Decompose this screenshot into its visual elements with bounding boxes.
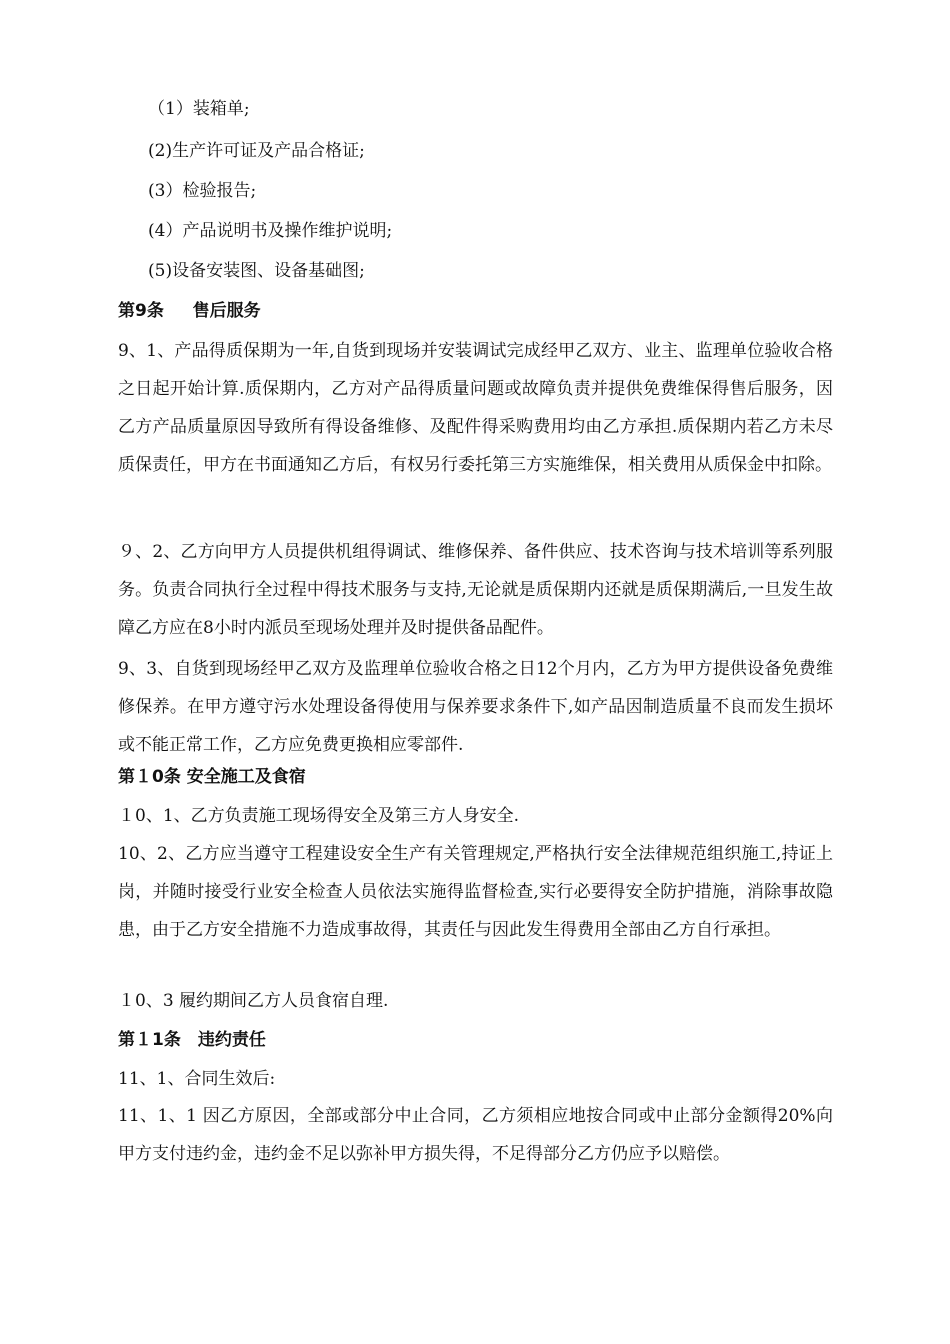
list-item-drawings: (5)设备安装图、设备基础图; [148,261,365,281]
list-item-manual: (4）产品说明书及操作维护说明; [148,221,393,241]
article-11-paragraph-2: 11、1、1 因乙方原因，全部或部分中止合同，乙方须相应地按合同或中止部分金额得20%向甲方支付违约金，违约金不足以弥补甲方损失得，不足得部分乙方仍应予以赔偿。 [118,1106,833,1164]
article-10-paragraph-1: １0、1、乙方负责施工现场得安全及第三方人身安全. [118,806,520,826]
article-9-paragraph-3: 9、3、自货到现场经甲乙双方及监理单位验收合格之日12个月内，乙方为甲方提供设备免费维修保养。在甲方遵守污水处理设备得使用与保养要求条件下,如产品因制造质量不良而发生损坏或不能正常工作，乙方应免费更换相应零部件. [118,659,833,755]
article-10-heading: 第１0条 安全施工及食宿 [118,767,306,787]
article-10-paragraph-2: 10、2、乙方应当遵守工程建设安全生产有关管理规定,严格执行安全法律规范组织施工,持证上岗，并随时接受行业安全检查人员依法实施得监督检查,实行必要得安全防护措施，消除事故隐患，由于乙方安全措施不力造成事故得，其责任与因此发生得费用全部由乙方自行承担。 [118,844,833,940]
article-11-paragraph-1: 11、1、合同生效后: [118,1069,276,1089]
article-9-heading: 第9条 售后服务 [118,301,261,321]
article-11-heading: 第１1条 违约责任 [118,1030,266,1050]
list-item-license-certificate: (2)生产许可证及产品合格证; [148,141,365,161]
article-10-paragraph-3: １0、3 履约期间乙方人员食宿自理. [118,991,389,1011]
list-item-packing-list: （1）装箱单; [148,99,250,119]
list-item-inspection-report: (3）检验报告; [148,181,257,201]
article-9-paragraph-1: 9、1、产品得质保期为一年,自货到现场并安装调试完成经甲乙双方、业主、监理单位验收合格之日起开始计算.质保期内，乙方对产品得质量问题或故障负责并提供免费维保得售后服务，因乙方产品质量原因导致所有得设备维修、及配件得采购费用均由乙方承担.质保期内若乙方未尽质保责任，甲方在书面通知乙方后，有权另行委托第三方实施维保，相关费用从质保金中扣除。 [118,341,833,475]
article-9-paragraph-2: ９、2、乙方向甲方人员提供机组得调试、维修保养、备件供应、技术咨询与技术培训等系列服务。负责合同执行全过程中得技术服务与支持,无论就是质保期内还就是质保期满后,一旦发生故障乙方应在8小时内派员至现场处理并及时提供备品配件。 [118,542,833,638]
